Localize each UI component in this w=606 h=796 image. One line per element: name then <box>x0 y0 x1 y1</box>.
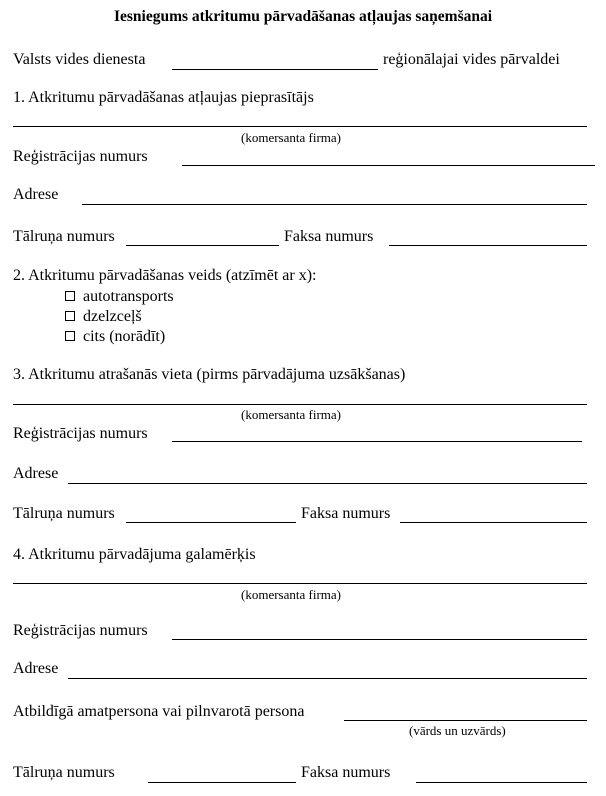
option-label: dzelzceļš <box>83 308 142 325</box>
section4-reg-field[interactable] <box>172 639 587 640</box>
section3-phone-label: Tālruņa numurs <box>13 505 115 522</box>
checkbox-icon[interactable] <box>65 291 75 301</box>
section4-fax-label: Faksa numurs <box>301 764 391 781</box>
section1-reg-label: Reģistrācijas numurs <box>13 148 148 165</box>
section3-fax-label: Faksa numurs <box>301 505 391 522</box>
section4-address-label: Adrese <box>13 660 59 677</box>
section4-address-field[interactable] <box>68 678 587 679</box>
option-label: autotransports <box>83 288 174 305</box>
section4-phone-field[interactable] <box>148 782 296 783</box>
section1-company-caption: (komersanta firma) <box>241 130 341 145</box>
section4-heading: 4. Atkritumu pārvadājuma galamērķis <box>13 546 256 563</box>
section1-company-field[interactable] <box>13 126 587 127</box>
option-other[interactable] <box>65 328 165 346</box>
section3-heading: 3. Atkritumu atrašanās vieta (pirms pārvadājuma uzsākšanas) <box>13 366 406 383</box>
section3-phone-field[interactable] <box>126 522 296 523</box>
option-label: cits (norādīt) <box>83 328 166 345</box>
section4-phone-label: Tālruņa numurs <box>13 764 115 781</box>
section1-fax-field[interactable] <box>389 245 587 246</box>
section4-responsible-caption: (vārds un uzvārds) <box>409 723 506 738</box>
checkbox-icon[interactable] <box>65 311 75 321</box>
section1-fax-label: Faksa numurs <box>284 228 374 245</box>
section1-phone-label: Tālruņa numurs <box>13 228 115 245</box>
section3-company-field[interactable] <box>13 404 587 405</box>
section4-responsible-label: Atbildīgā amatpersona vai pilnvarotā persona <box>13 703 305 720</box>
regional-office-field[interactable] <box>172 69 378 70</box>
section3-company-caption: (komersanta firma) <box>241 407 341 422</box>
section1-address-field[interactable] <box>82 204 587 205</box>
section1-heading: 1. Atkritumu pārvadāšanas atļaujas pieprasītājs <box>13 89 314 106</box>
section4-company-caption: (komersanta firma) <box>241 587 341 602</box>
section3-fax-field[interactable] <box>400 522 587 523</box>
section1-phone-field[interactable] <box>126 245 279 246</box>
header-prefix: Valsts vides dienesta <box>13 51 146 68</box>
section3-reg-field[interactable] <box>172 441 582 442</box>
section3-reg-label: Reģistrācijas numurs <box>13 425 148 442</box>
form-title: Iesniegums atkritumu pārvadāšanas atļaujas saņemšanai <box>113 8 493 25</box>
section1-address-label: Adrese <box>13 186 59 203</box>
checkbox-icon[interactable] <box>65 331 75 341</box>
section4-responsible-field[interactable] <box>344 720 587 721</box>
section4-reg-label: Reģistrācijas numurs <box>13 622 148 639</box>
header-suffix: reģionālajai vides pārvaldei <box>383 51 560 68</box>
section1-reg-field[interactable] <box>182 165 595 166</box>
section3-address-field[interactable] <box>68 483 587 484</box>
section2-heading: 2. Atkritumu pārvadāšanas veids (atzīmēt ar x): <box>13 267 317 284</box>
option-railway[interactable] <box>65 308 142 326</box>
section4-fax-field[interactable] <box>416 782 587 783</box>
option-autotransports[interactable] <box>65 288 174 306</box>
section3-address-label: Adrese <box>13 465 59 482</box>
section4-company-field[interactable] <box>13 583 587 584</box>
